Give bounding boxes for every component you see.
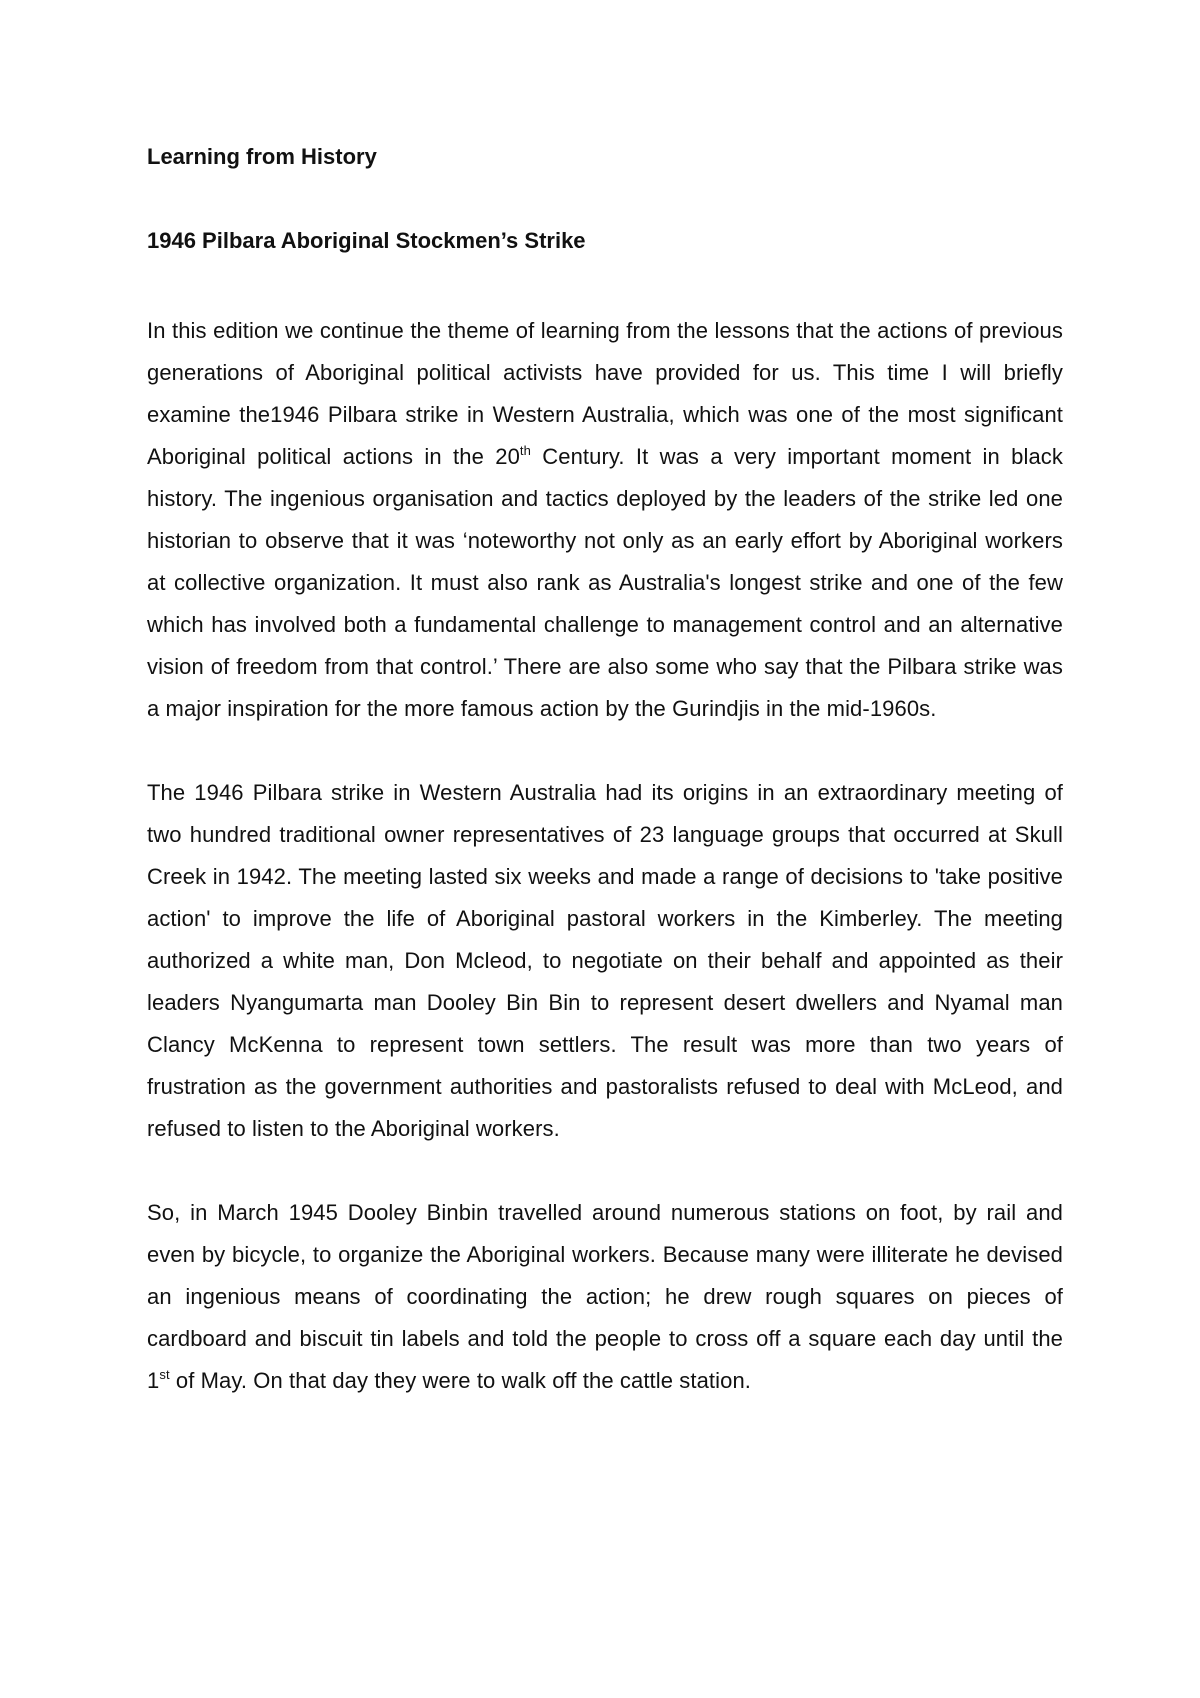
superscript-st: st xyxy=(159,1367,170,1382)
document-subtitle: 1946 Pilbara Aboriginal Stockmen’s Strike xyxy=(147,228,586,253)
document-body xyxy=(147,142,1063,1444)
paragraph-3-text-b: of May. On that day they were to walk off the cattle station. xyxy=(169,1368,752,1393)
superscript-th: th xyxy=(519,443,531,458)
paragraph-3-text-a: So, in March 1945 Dooley Binbin travelled around numerous stations on foot, by rail and even by bicycle, to organize the Aboriginal workers. Because many were illiterate he devised an ingenious means of coordinating the action; he drew rough squares on pieces of cardboard and biscuit tin labels and told the people to cross off a square each day until the 1 xyxy=(147,1200,1063,1393)
paragraph-1-text-a: In this edition we continue the theme of learning from the lessons that the actions of previous generations of Aboriginal political activists have provided for us. This time I will briefly examine the1946 Pilbara strike in Western Australia, which was one of the most significant Aboriginal political actions in the 20 xyxy=(147,318,1063,469)
paragraph-2: The 1946 Pilbara strike in Western Australia had its origins in an extraordinary meeting of two hundred traditional owner representatives of 23 language groups that occurred at Skull Creek in 1942. The meeting lasted six weeks and made a range of decisions to 'take positive action' to improve the life of Aboriginal pastoral workers in the Kimberley. The meeting authorized a white man, Don Mcleod, to negotiate on their behalf and appointed as their leaders Nyangumarta man Dooley Bin Bin to represent desert dwellers and Nyamal man Clancy McKenna to represent town settlers. The result was more than two years of frustration as the government authorities and pastoralists refused to deal with McLeod, and refused to listen to the Aboriginal workers. xyxy=(147,780,1063,1141)
paragraph-3 xyxy=(147,1192,1063,1402)
paragraph-1-text-b: Century. It was a very important moment in black history. The ingenious organisation and tactics deployed by the leaders of the strike led one historian to observe that it was ‘noteworthy not only as an early effort by Aboriginal workers at collective organization. It must also rank as Australia's longest strike and one of the few which has involved both a fundamental challenge to management control and an alternative vision of freedom from that control.’ There are also some who say that the Pilbara strike was a major inspiration for the more famous action by the Gurindjis in the mid-1960s. xyxy=(147,444,1063,721)
document-title: Learning from History xyxy=(147,144,377,169)
paragraph-1 xyxy=(147,310,1063,730)
